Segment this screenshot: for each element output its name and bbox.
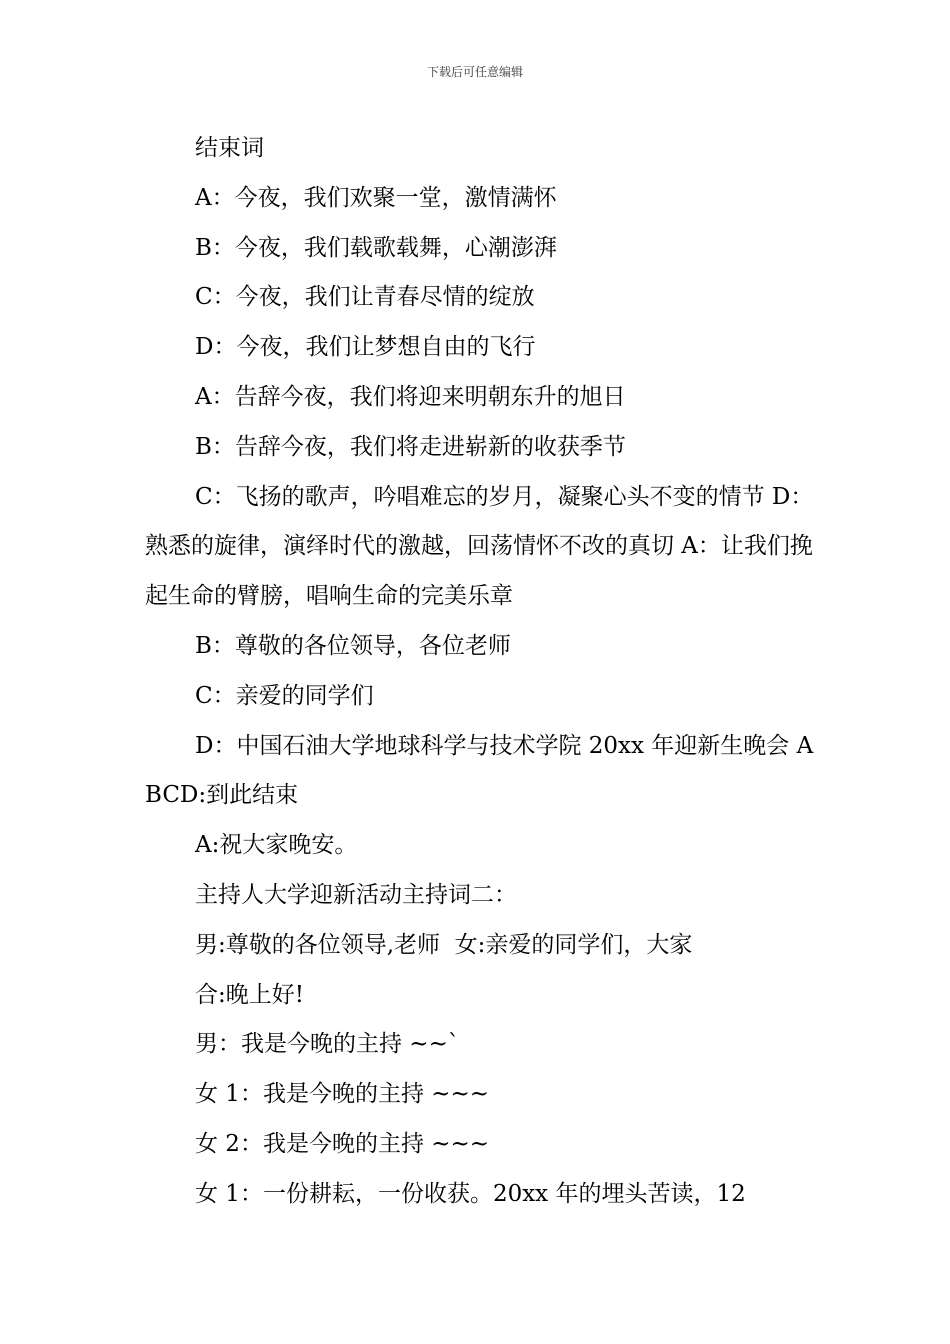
paragraph-line: 女 2：我是今晚的主持 ~~~ bbox=[195, 1130, 490, 1157]
paragraph-title: 结束词 bbox=[195, 135, 264, 161]
paragraph-line: 男：我是今晚的主持 ~~` bbox=[195, 1031, 460, 1058]
paragraph-line: D：中国石油大学地球科学与技术学院 20xx 年迎新生晚会 ABCD:到此结束 bbox=[145, 732, 814, 809]
paragraph-line: B：今夜，我们载歌载舞，心潮澎湃 bbox=[195, 234, 557, 261]
paragraph-line: A:祝大家晚安。 bbox=[195, 832, 358, 859]
paragraph-line: A：今夜，我们欢聚一堂，激情满怀 bbox=[195, 184, 557, 211]
paragraph-section-heading: 主持人大学迎新活动主持词二： bbox=[195, 881, 517, 908]
paragraph-line: B：告辞今夜，我们将走进崭新的收获季节 bbox=[195, 433, 626, 460]
paragraph-line: 女 1：我是今晚的主持 ~~~ bbox=[195, 1081, 490, 1108]
paragraph-line: D：今夜，我们让梦想自由的飞行 bbox=[195, 334, 536, 361]
document-body bbox=[145, 124, 815, 1220]
paragraph-line: A：告辞今夜，我们将迎来明朝东升的旭日 bbox=[195, 383, 626, 410]
page-header-note: 下载后可任意编辑 bbox=[426, 65, 523, 79]
paragraph-line: B：尊敬的各位领导，各位老师 bbox=[195, 632, 511, 659]
paragraph-line: C：飞扬的歌声，吟唱难忘的岁月，凝聚心头不变的情节 D：熟悉的旋律，演绎时代的激越，回荡情怀不改的真切 A：让我们挽起生命的臂膀，唱响生命的完美乐章 bbox=[145, 483, 814, 610]
paragraph-line: C：今夜，我们让青春尽情的绽放 bbox=[195, 284, 535, 311]
paragraph-line: 女 1：一份耕耘，一份收获。20xx 年的埋头苦读，12 bbox=[195, 1180, 746, 1207]
paragraph-line: 合:晚上好! bbox=[195, 981, 304, 1008]
paragraph-line: 男:尊敬的各位领导,老师 女:亲爱的同学们，大家 bbox=[195, 931, 693, 958]
paragraph-line: C：亲爱的同学们 bbox=[195, 682, 374, 709]
